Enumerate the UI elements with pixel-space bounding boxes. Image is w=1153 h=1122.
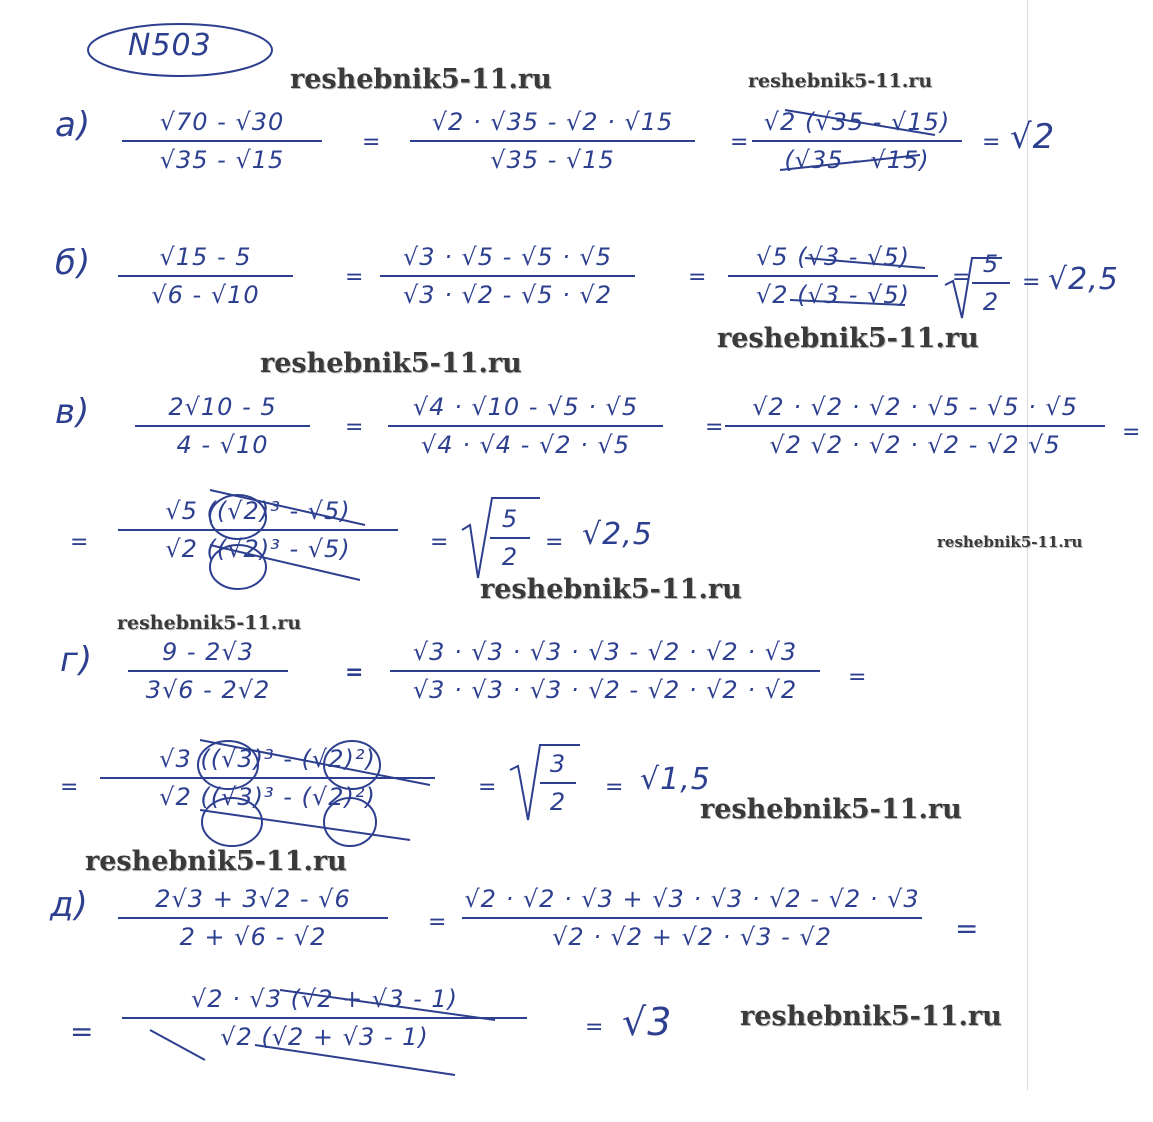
strike-line [200,810,410,840]
watermark: reshebnik5-11.ru [700,794,962,825]
section-b-label: б) [55,243,92,283]
fraction: √2 (√35 - √15) (√35 - √15) [752,108,962,174]
equals-sign: = [705,415,725,440]
equals-sign: = [688,265,708,290]
watermark: reshebnik5-11.ru [480,574,742,605]
fraction: √15 - 5 √6 - √10 [118,243,293,309]
watermark: reshebnik5-11.ru [290,64,552,95]
equals-sign: = [730,130,750,155]
equals-sign: = [982,130,1002,155]
fraction: 5 2 [972,250,1010,316]
equals-sign: = [345,265,365,290]
equals-sign: = [428,910,448,935]
fraction: 2√10 - 5 4 - √10 [135,393,310,459]
watermark: reshebnik5-11.ru [85,846,347,877]
section-g-label: г) [60,640,94,680]
fraction: √5 ((√2)³ - √5) √2 ((√2)³ - √5) [118,497,398,563]
equals-sign: = [952,265,972,290]
equals-sign: = [345,660,365,685]
result: √2,5 [582,517,653,552]
fraction: √4 · √10 - √5 · √5 √4 · √4 - √2 · √5 [388,393,663,459]
equals-sign: = [1122,420,1142,445]
equals-sign: = [430,530,450,555]
fraction: √2 · √35 - √2 · √15 √35 - √15 [410,108,695,174]
fraction: 2√3 + 3√2 - √6 2 + √6 - √2 [118,885,388,951]
equals-sign: = [60,775,80,800]
equals-sign: = [362,130,382,155]
section-v-label: в) [55,392,91,432]
fraction: √2 · √2 · √2 · √5 - √5 · √5 √2 √2 · √2 · √2 - √2 √5 [725,393,1105,459]
result: √1,5 [640,762,711,797]
equals-sign: = [605,775,625,800]
fraction: √70 - √30 √35 - √15 [122,108,322,174]
watermark: reshebnik5-11.ru [117,612,302,634]
fraction: 9 - 2√3 3√6 - 2√2 [128,638,288,704]
watermark: reshebnik5-11.ru [748,70,933,92]
equals-sign: = [70,1015,95,1048]
fraction: √2 · √3 (√2 + √3 - 1) √2 (√2 + √3 - 1) [122,985,527,1051]
equals-sign: = [345,415,365,440]
fraction: √3 · √5 - √5 · √5 √3 · √2 - √5 · √2 [380,243,635,309]
section-d-label: д) [50,885,89,925]
equals-sign: = [848,665,868,690]
equals-sign: = [585,1015,605,1040]
fraction: 3 2 [540,750,576,816]
watermark: reshebnik5-11.ru [937,533,1083,551]
fraction: √5 (√3 - √5) √2 (√3 - √5) [728,243,938,309]
watermark: reshebnik5-11.ru [260,348,522,379]
fraction: √3 · √3 · √3 · √3 - √2 · √2 · √3 √3 · √3 · √3 · √2 - √2 · √2 · √2 [390,638,820,704]
watermark: reshebnik5-11.ru [717,323,979,354]
section-a-label: a) [55,105,92,145]
watermark: reshebnik5-11.ru [740,1001,1002,1032]
fraction: 5 2 [490,505,530,571]
problem-number: N503 [128,28,212,63]
result: √3 [622,1000,673,1044]
fraction: √2 · √2 · √3 + √3 · √3 · √2 - √2 · √3 √2 · √2 + √2 · √3 - √2 [462,885,922,951]
equals-sign: = [545,530,565,555]
equals-sign: = [1022,270,1042,295]
equals-sign: = [70,530,90,555]
result: √2 [1010,117,1056,157]
equals-sign: = [955,912,980,945]
equals-sign: = [478,775,498,800]
fraction: √3 ((√3)³ - (√2)²) √2 ((√3)³ - (√2)²) [100,745,435,811]
result: √2,5 [1048,262,1119,297]
